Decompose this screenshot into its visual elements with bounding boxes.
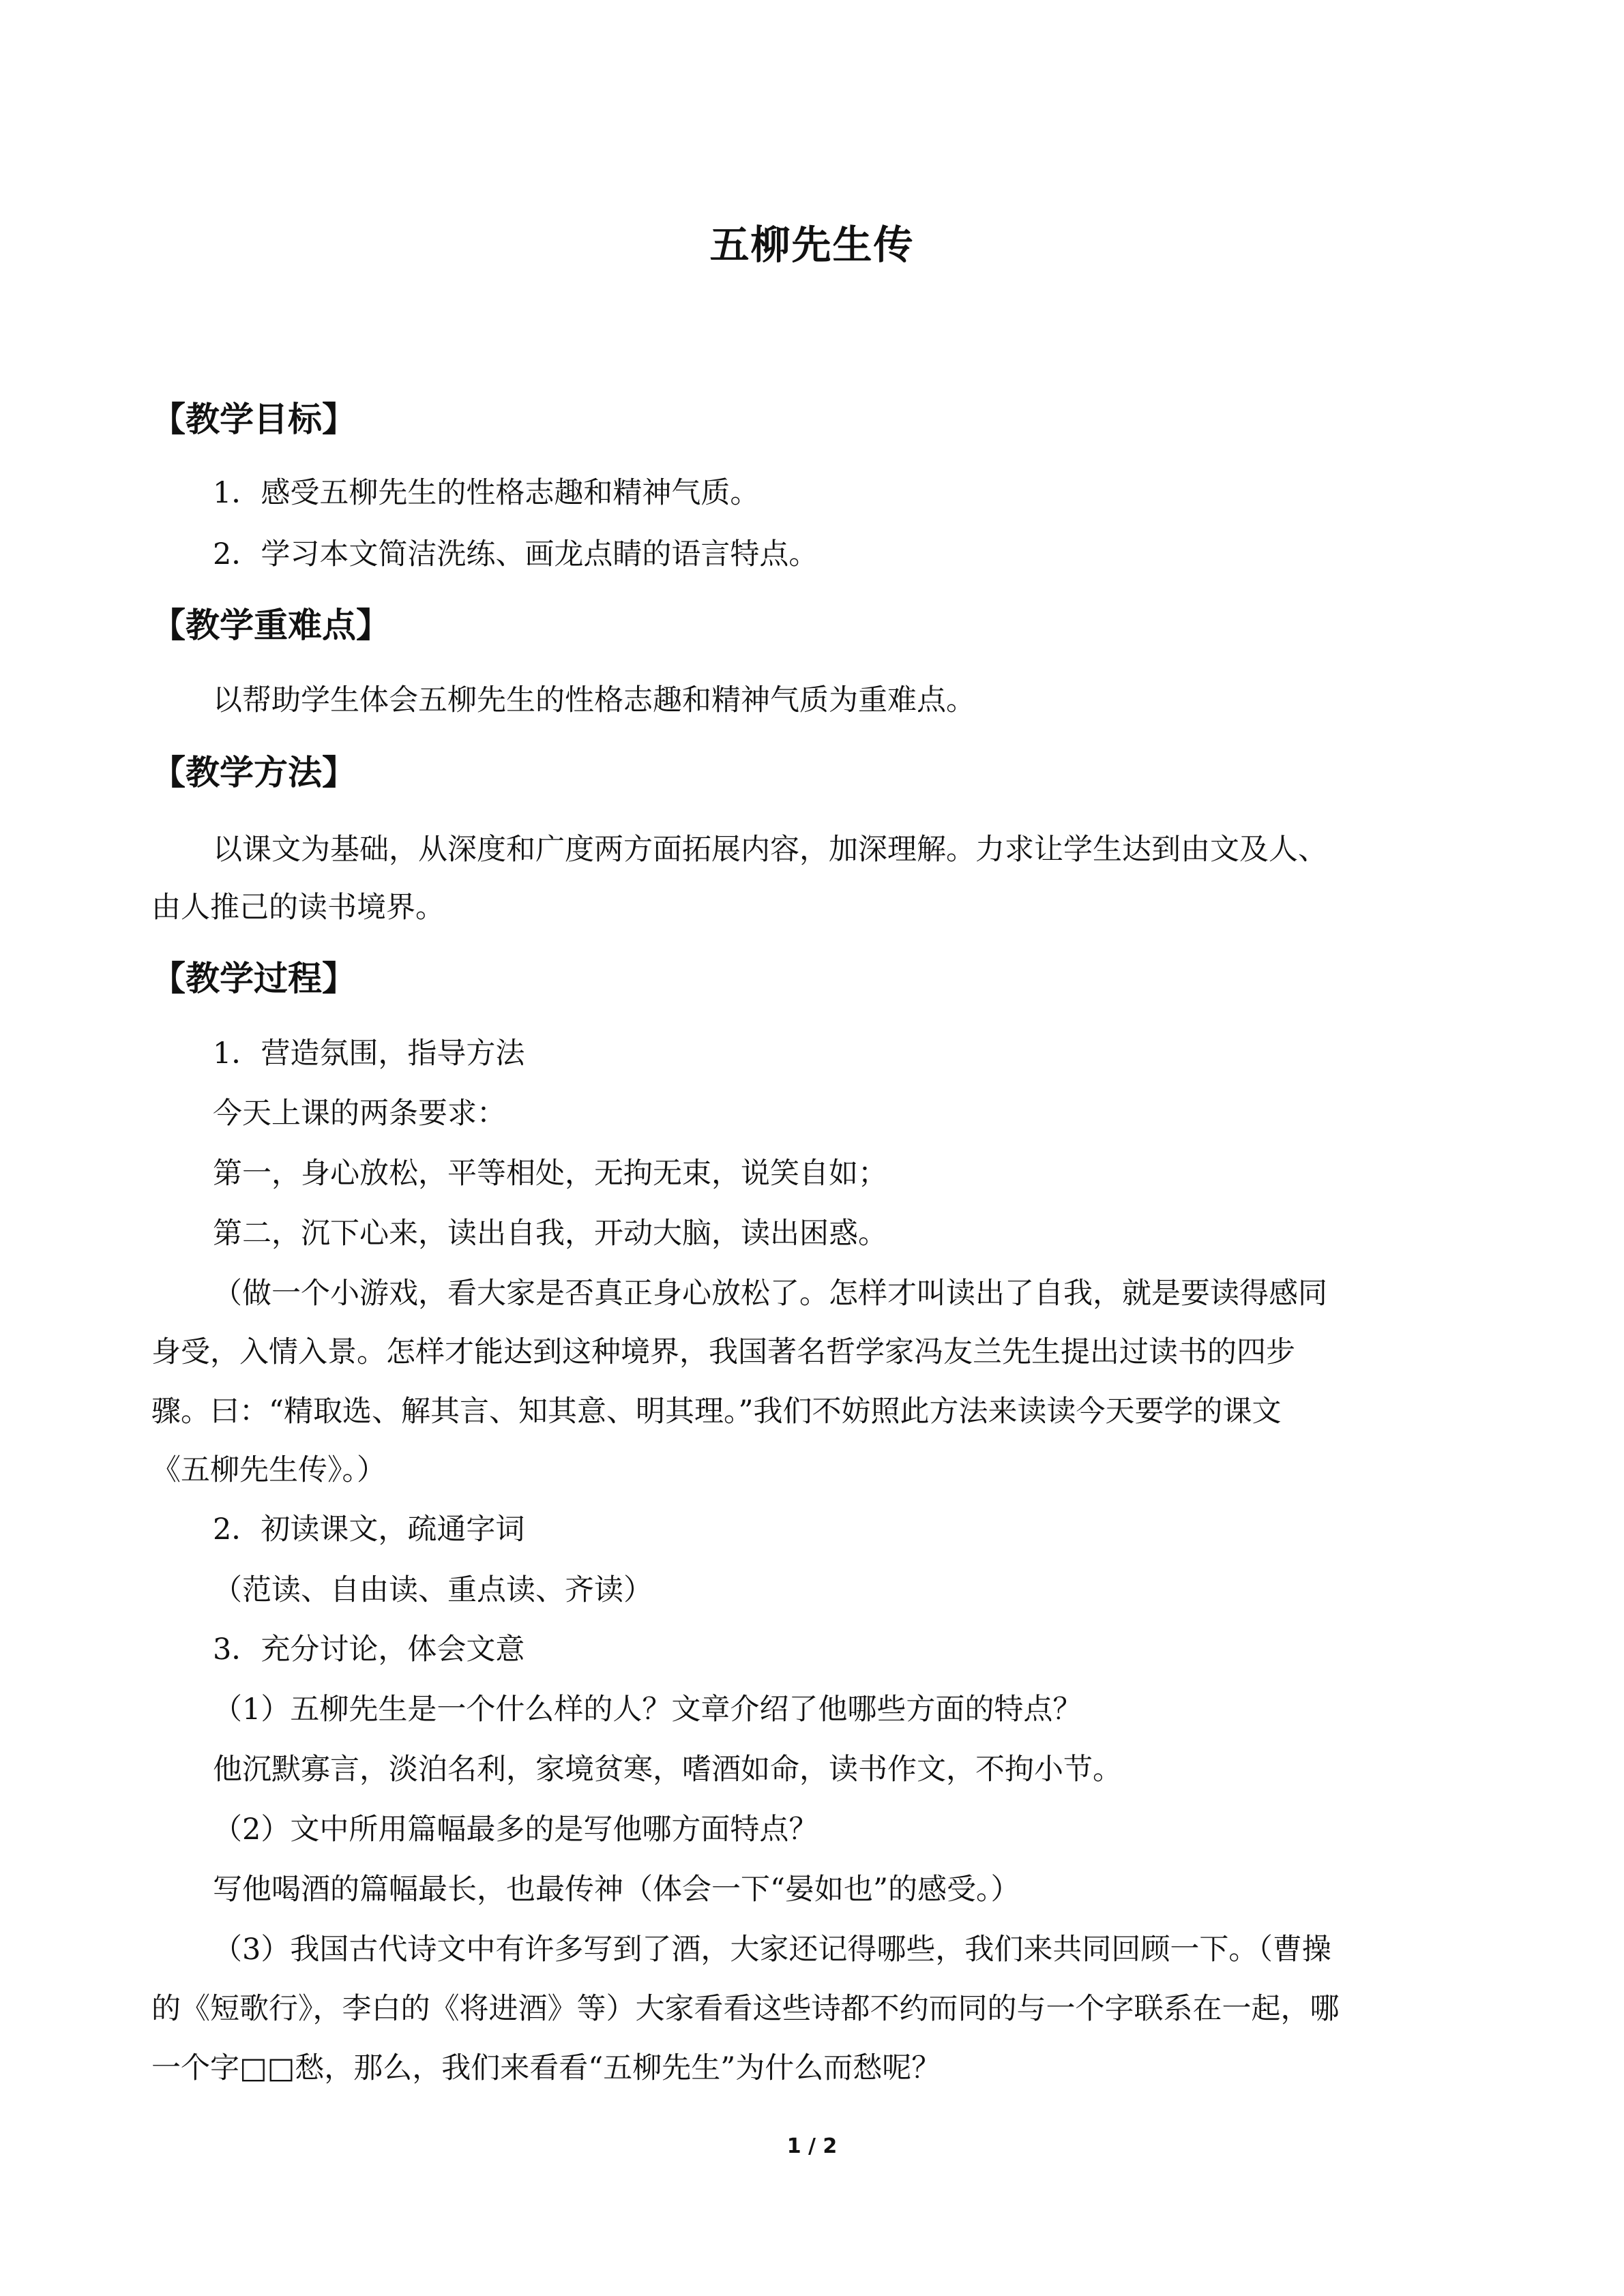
process-line: 第二，沉下心来，读出自我，开动大脑，读出困惑。 <box>213 1217 887 1251</box>
process-line: 3．充分讨论，体会文意 <box>213 1632 525 1667</box>
process-line: （1）五柳先生是一个什么样的人？文章介绍了他哪些方面的特点？ <box>213 1693 1082 1727</box>
process-line: 他沉默寡言，淡泊名利，家境贫寒，嗜酒如命，读书作文，不拘小节。 <box>213 1753 1122 1787</box>
process-line: （2）文中所用篇幅最多的是写他哪方面特点？ <box>213 1813 818 1847</box>
process-line: 《五柳先生传》。） <box>151 1453 386 1487</box>
process-line: 骤。曰：“精取选、解其言、知其意、明其理。”我们不妨照此方法来读读今天要学的课文 <box>151 1395 1282 1429</box>
goal-item: 1．感受五柳先生的性格志趣和精神气质。 <box>213 476 760 510</box>
section-heading-method: 【教学方法】 <box>151 753 356 792</box>
section-heading-process: 【教学过程】 <box>151 959 356 998</box>
goal-item: 2．学习本文简洁洗练、画龙点睛的语言特点。 <box>213 537 818 571</box>
method-line: 以课文为基础，从深度和广度两方面拓展内容，加深理解。力求让学生达到由文及人、 <box>213 833 1327 867</box>
process-line: （范读、自由读、重点读、齐读） <box>213 1573 653 1607</box>
process-line: 身受，入情入景。怎样才能达到这种境界，我国著名哲学家冯友兰先生提出过读书的四步 <box>151 1335 1295 1369</box>
process-line: 的《短歌行》，李白的《将进酒》等）大家看看这些诗都不约而同的与一个字联系在一起，哪 <box>151 1992 1340 2026</box>
process-line: 写他喝酒的篇幅最长，也最传神（体会一下“晏如也”的感受。） <box>213 1873 1020 1907</box>
process-line: 今天上课的两条要求： <box>213 1097 506 1131</box>
document-title: 五柳先生传 <box>709 222 915 268</box>
process-line: 1．营造氛围，指导方法 <box>213 1037 525 1071</box>
page-number: 1 / 2 <box>786 2134 838 2158</box>
process-line: （3）我国古代诗文中有许多写到了酒，大家还记得哪些，我们来共同回顾一下。（曹操 <box>213 1933 1331 1967</box>
method-line: 由人推己的读书境界。 <box>151 891 445 925</box>
difficulty-text: 以帮助学生体会五柳先生的性格志趣和精神气质为重难点。 <box>213 683 975 717</box>
process-line: 一个字□□愁，那么，我们来看看“五柳先生”为什么而愁呢？ <box>151 2051 941 2085</box>
section-heading-difficulty: 【教学重难点】 <box>151 606 390 645</box>
process-line: 第一，身心放松，平等相处，无拘无束，说笑自如； <box>213 1157 887 1191</box>
process-line: 2．初读课文，疏通字词 <box>213 1512 525 1547</box>
section-heading-goals: 【教学目标】 <box>151 400 356 439</box>
process-line: （做一个小游戏，看大家是否真正身心放松了。怎样才叫读出了自我，就是要读得感同 <box>213 1277 1327 1311</box>
